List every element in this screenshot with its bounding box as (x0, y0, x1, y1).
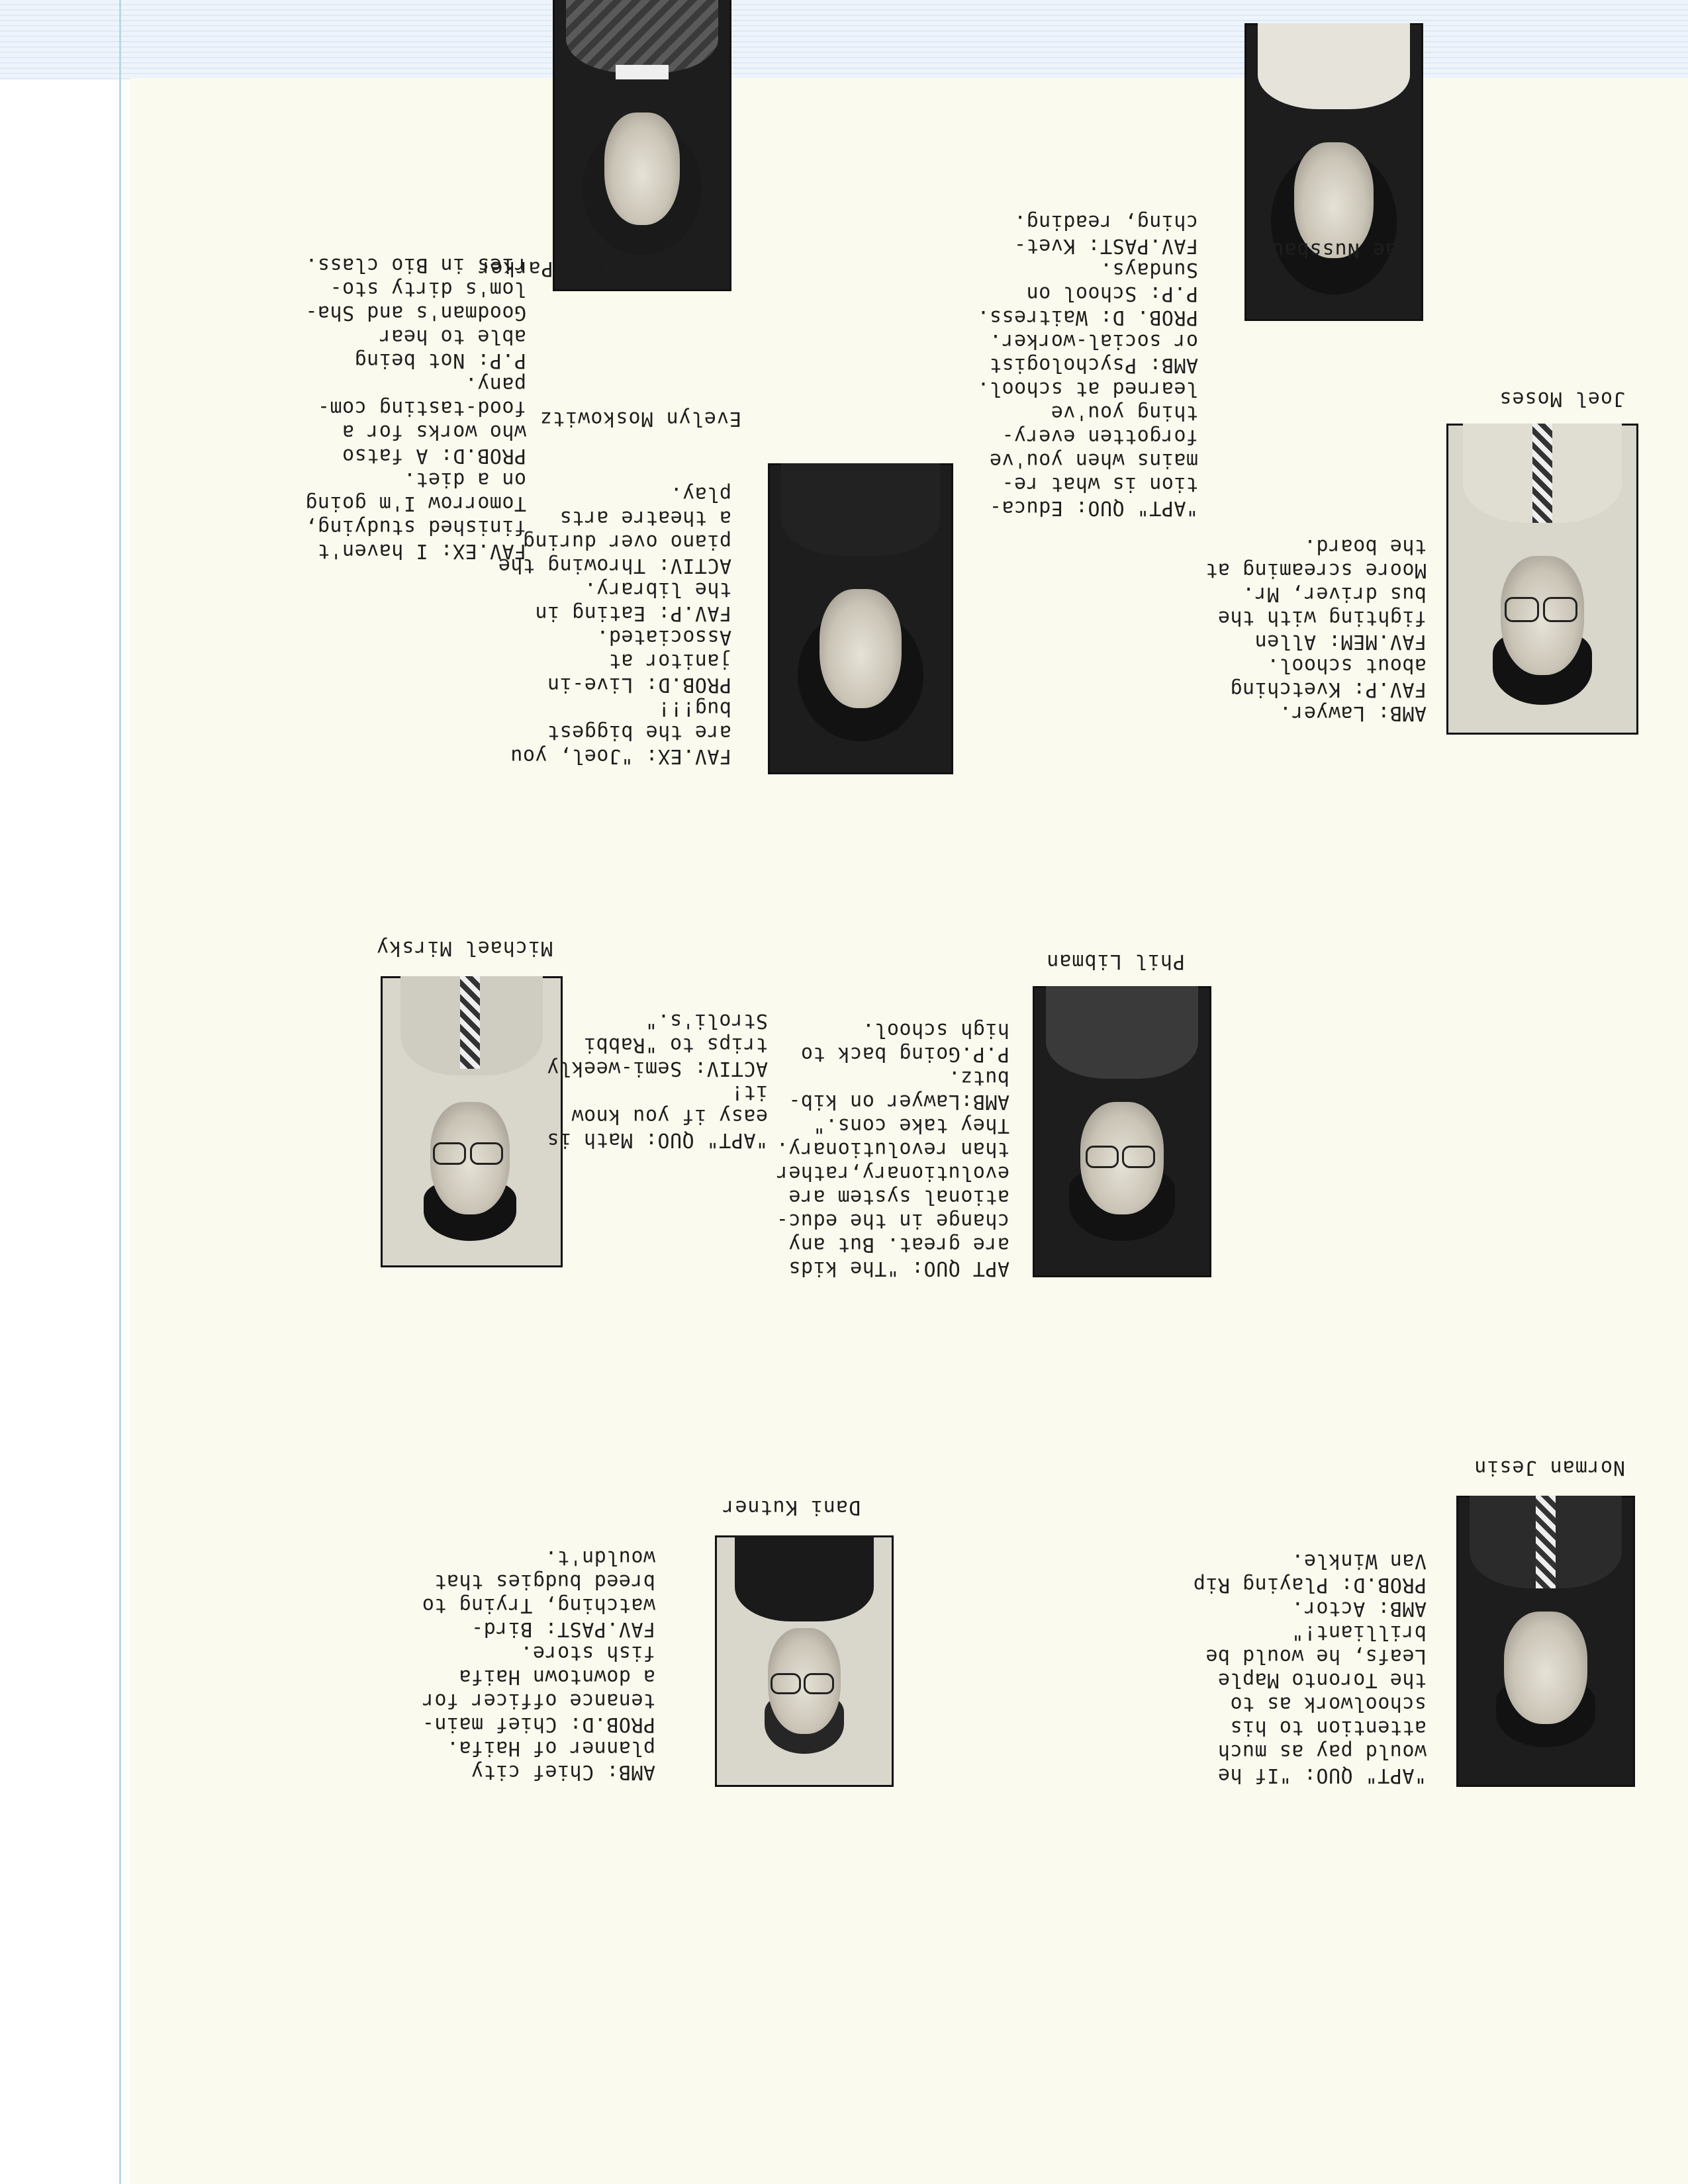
entry-name: Faith Parker (477, 257, 629, 280)
scanner-margin-line (119, 0, 121, 2184)
entry-blurb: APT QUO: "The kids are great. But any change in the educ- ational system are evolutionary,rather than revolutionary. They take cons." AMB:Lawyer on kib- butz. P.P.Going back to high school. (776, 1019, 1009, 1280)
portrait-photo (1456, 1496, 1635, 1787)
entry-name: Phil Libman (1046, 950, 1185, 973)
entry-blurb: AMB: Chief city planner of Haifa. PROB.D: Chief main- tenance officer for a downtown Haifa fish store. FAV.PAST: Bird- watching, Trying to breed budgies that wouldn't. (422, 1546, 655, 1784)
entry-name: Evelyn Moskowitz (539, 407, 741, 430)
entry-blurb: FAV.EX: I haven't finished studying, Tomorrow I'm going on a diet. PROB.D: A fatso who works for a food-tasting com- pany. P.P: Not being able to hear Goodman's and Sha- lom's dirty sto- ries in Bio class. (305, 253, 526, 563)
entry-blurb: FAV.EX: "Joel, you are the biggest bug!!! PROB.D: Live-in janitor at Associated. FAV.P: Eating in the library. ACTIV: Throwing the piano over during a theatre arts play. (498, 482, 731, 768)
portrait-photo (381, 976, 563, 1267)
entry-name: Rae Nussbaum (1258, 238, 1410, 261)
yearbook-page (130, 78, 1688, 2184)
entry-name: Dani Kutner (722, 1496, 861, 1519)
entry-blurb: "APT" QUO: "If he would pay as much attention to his schoolwork as to the Toronto Maple Leafs, he would be brilliant!" AMB: Actor. PROB.D: Playing Rip Van Winkle. (1193, 1549, 1427, 1787)
portrait-photo (1033, 986, 1211, 1277)
entry-name: Joel Moses (1499, 387, 1625, 410)
entry-blurb: "APT" QUO: Math is easy if you know it! ACTIV: Semi-weekly trips to "Rabbi Stroli's." (546, 1009, 768, 1152)
upside-down-content (130, 78, 1688, 2184)
entry-blurb: AMB: Lawyer. FAV.P: Kvetching about school. FAV.MEM: Allen fighting with the bus driver, Mr. Moore screaming at the board. (1205, 535, 1427, 725)
portrait-photo (715, 1535, 894, 1787)
portrait-photo (768, 463, 953, 774)
portrait-photo (1446, 424, 1638, 735)
portrait-photo (1244, 23, 1423, 321)
entry-name: Norman Jesin (1474, 1456, 1625, 1479)
scanner-edge (0, 0, 1688, 79)
entry-blurb: "APT" QUO: Educa- tion is what re- mains when you've forgotten every- thing you've learned at school. AMB: Psychologist or social-worker. PROB. D: Waitress. P.P: School on Sundays. FAV.PAST: Kvet- ching, reading. (976, 210, 1198, 520)
entry-name: Michael Mirsky (376, 936, 553, 960)
portrait-photo (553, 0, 731, 291)
